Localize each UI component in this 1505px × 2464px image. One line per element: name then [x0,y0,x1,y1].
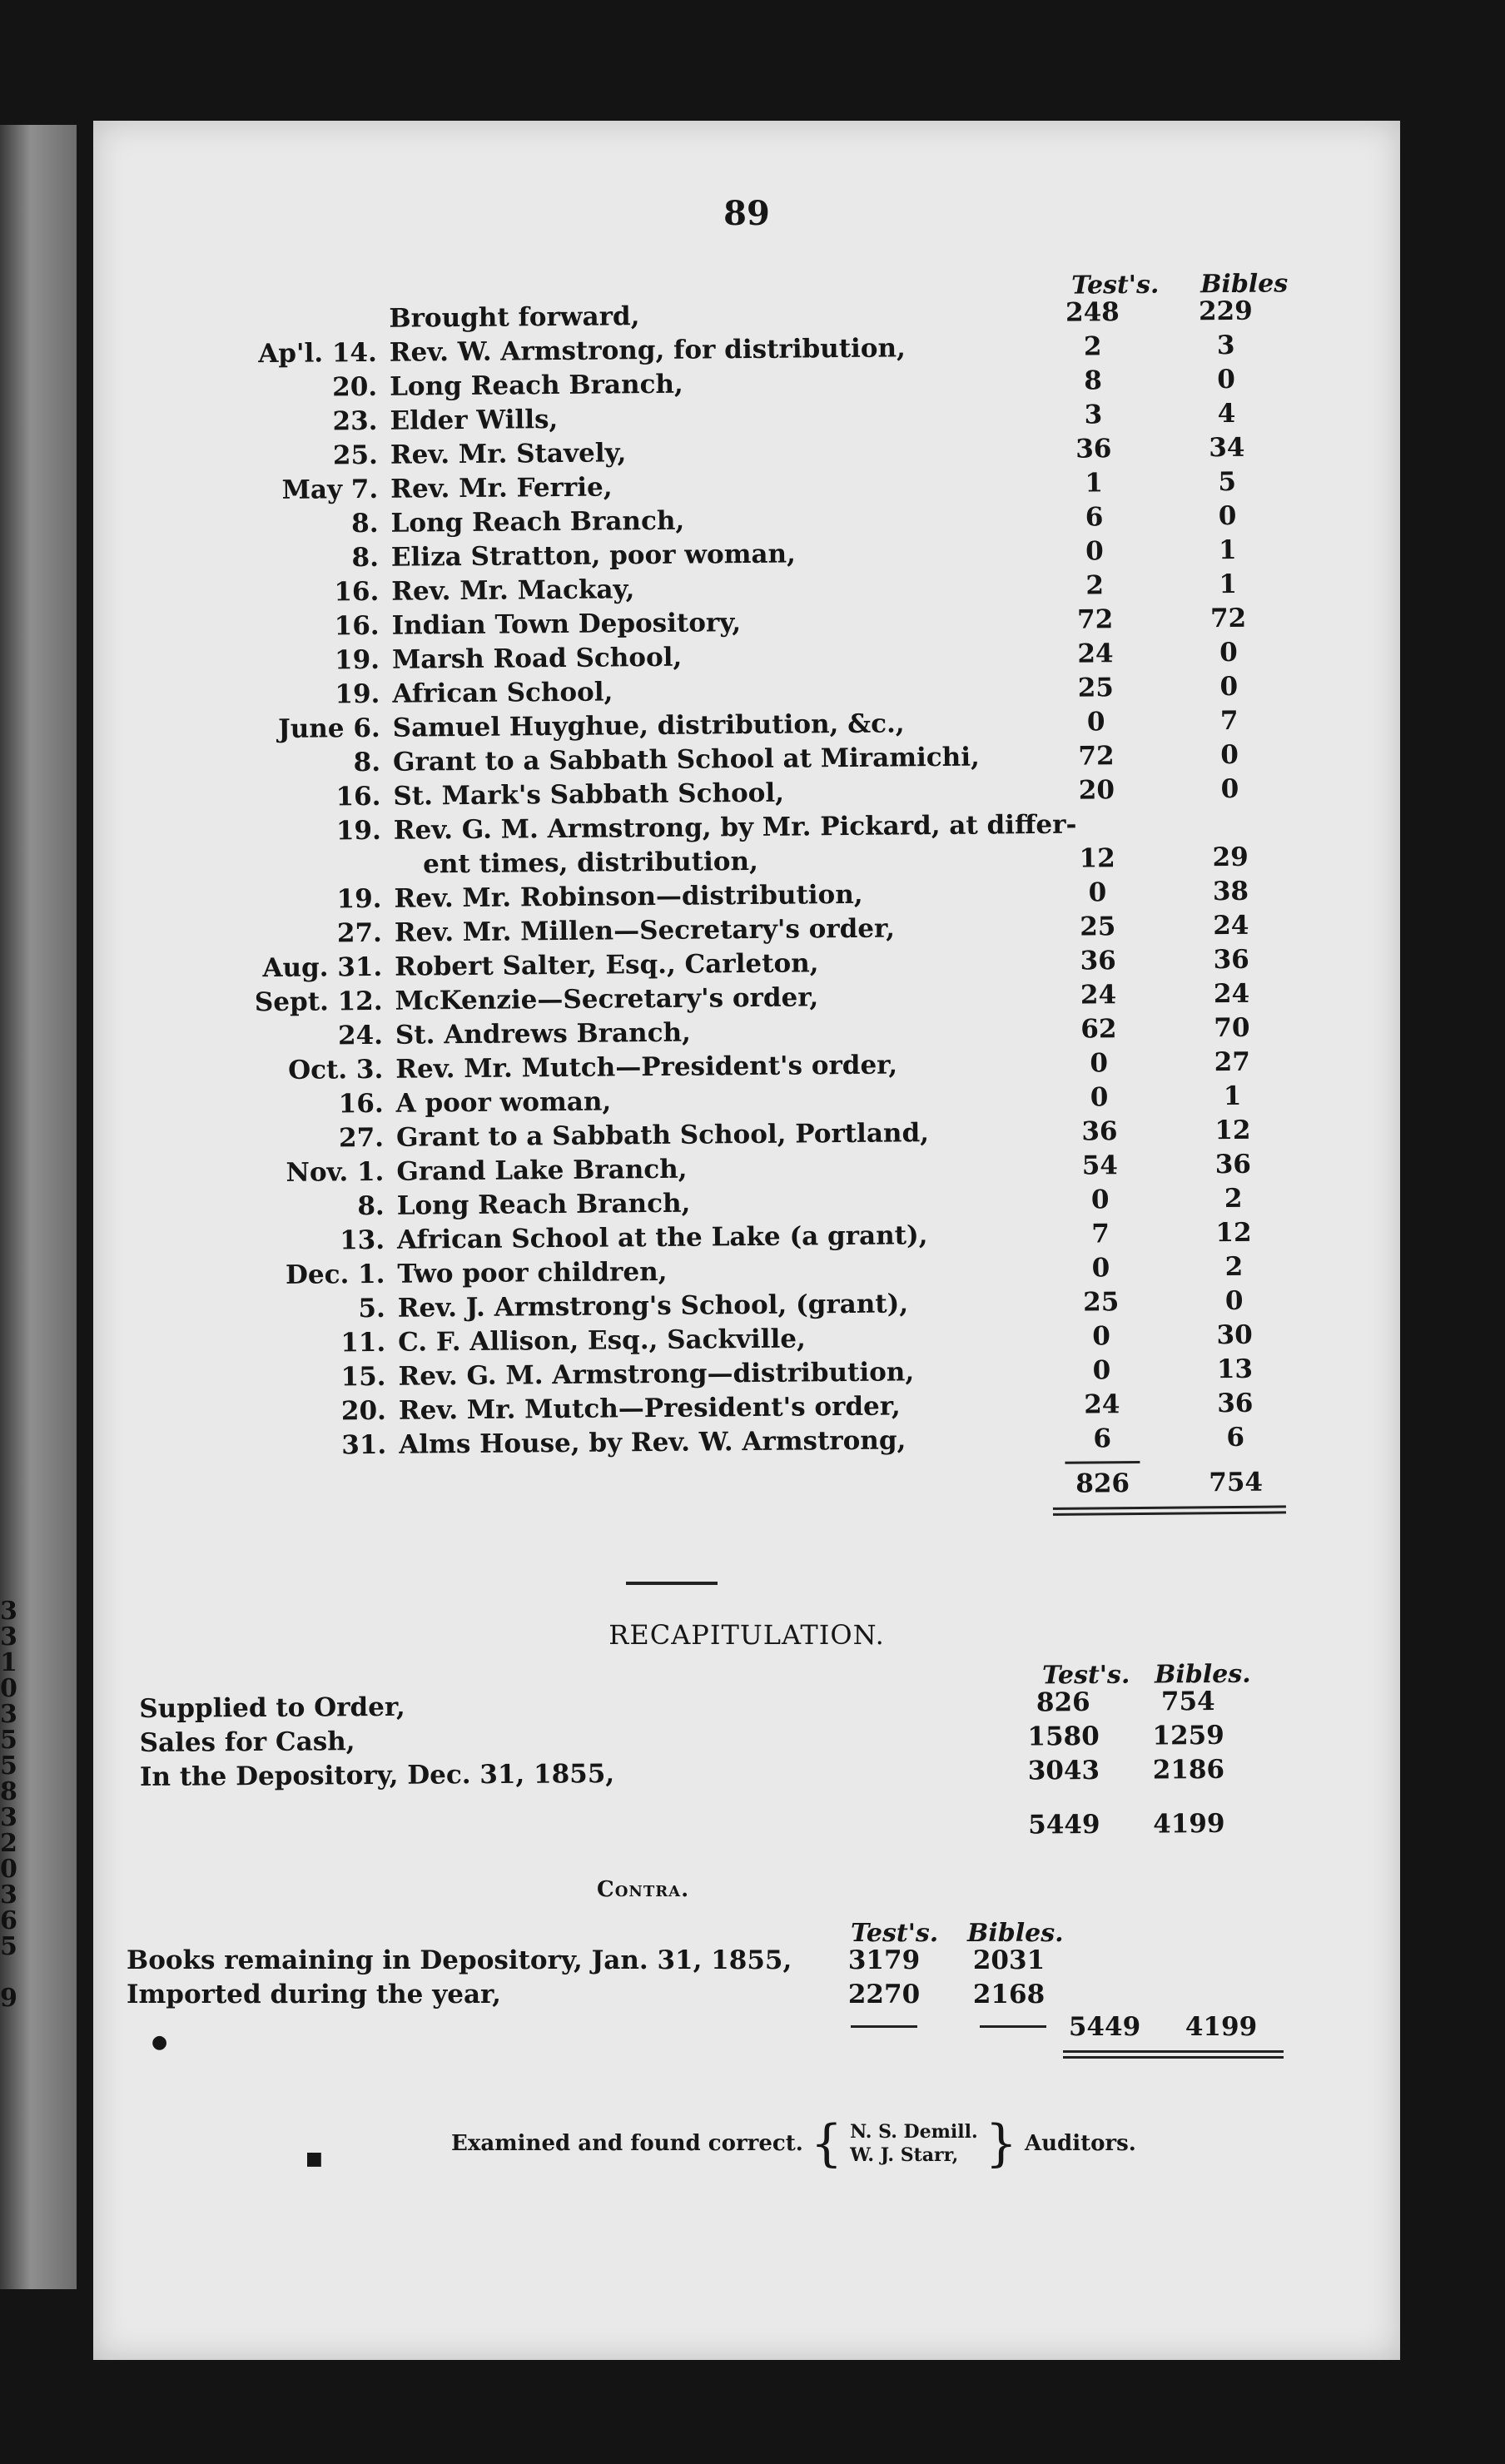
entry-testaments: 25 [1083,1287,1120,1318]
entry-testaments: 3 [1084,400,1103,430]
document-page [93,121,1400,2360]
entry-bibles: 1 [1218,534,1237,566]
entry-description: Long Reach Branch, [396,1188,691,1221]
auditor-1: N. S. Demill. [850,2121,978,2143]
entry-testaments: 72 [1078,741,1115,772]
entry-date: 8. [351,508,379,539]
recap-bibles: 1259 [1152,1720,1224,1751]
entry-description: ent times, distribution, [422,846,758,880]
entry-bibles: 36 [1213,944,1249,976]
entry-date: 20. [340,1395,387,1427]
entry-testaments: 25 [1080,912,1116,942]
entry-description: Indian Town Depository, [391,608,742,641]
entry-bibles: 36 [1214,1149,1252,1180]
entry-testaments: 24 [1077,638,1114,669]
entry-bibles: 3 [1216,330,1235,361]
ledger-rows [176,294,1352,1464]
entry-testaments: 0 [1086,707,1105,738]
entry-date: 8. [357,1190,385,1222]
recap-label: Supplied to Order, [139,1692,405,1724]
entry-description: Grant to a Sabbath School at Miramichi, [392,742,980,777]
entry-bibles: 2 [1224,1183,1243,1215]
recap-rows [139,1684,1322,1795]
entry-date: 19. [335,678,380,710]
recap-testaments: 826 [1036,1687,1090,1718]
entry-date: 25. [332,440,379,471]
entry-date: 27. [338,1122,385,1154]
entry-testaments: 0 [1091,1253,1110,1284]
margin-digit: 3 [0,1700,17,1729]
recap-bibles-header: Bibles. [1154,1659,1251,1690]
entry-description: Rev. G. M. Armstrong, by Mr. Pickard, at differ- [393,809,1077,846]
contra-row [127,1944,1325,1978]
entry-testaments: 2 [1083,331,1102,362]
entry-testaments: 0 [1092,1355,1111,1386]
contra-double-rule [127,2049,1325,2060]
entry-testaments: 248 [1065,297,1120,328]
entry-description: C. F. Allison, Esq., Sackville, [398,1324,806,1358]
entry-description: Rev. Mr. Robinson—distribution, [394,879,863,914]
ledger-total-bibles: 754 [1209,1467,1264,1498]
entry-bibles: 0 [1218,500,1237,532]
margin-digit: 2 [0,1829,17,1858]
entry-description: Alms House, by Rev. W. Armstrong, [399,1425,906,1460]
entry-date: Nov. 1. [286,1156,385,1188]
entry-bibles: 1 [1219,569,1238,600]
entry-description: St. Andrews Branch, [395,1017,692,1051]
entry-bibles: 24 [1213,910,1249,941]
entry-date: 20. [332,371,378,403]
entry-description: Grant to a Sabbath School, Portland, [395,1118,930,1153]
contra-testaments: 2270 [847,1980,921,2009]
entry-testaments: 12 [1079,843,1115,874]
entry-testaments: 24 [1084,1389,1120,1420]
recap-total-testaments: 5449 [1028,1809,1100,1841]
recap-testaments: 1580 [1027,1721,1100,1752]
testaments-column-header: Test's. [1070,270,1160,301]
margin-digit: 8 [0,1777,17,1806]
entry-testaments: 8 [1084,365,1103,396]
entry-date: 16. [334,576,380,608]
distribution-ledger [176,269,1353,1525]
entry-testaments: 36 [1080,946,1116,976]
entry-bibles: 0 [1220,773,1239,805]
entry-testaments: 36 [1075,434,1112,464]
recapitulation-title: RECAPITULATION. [608,1619,885,1651]
entry-description: Rev. Mr. Mackay, [391,574,635,607]
contra-rule-2 [980,2025,1046,2028]
entry-testaments: 7 [1091,1219,1110,1249]
entry-bibles: 0 [1220,739,1239,771]
entry-testaments: 6 [1093,1423,1112,1454]
entry-testaments: 24 [1080,980,1117,1011]
entry-date: 11. [340,1327,386,1359]
entry-testaments: 0 [1090,1185,1110,1215]
contra-rule-1 [851,2025,917,2028]
entry-bibles: 72 [1209,603,1247,634]
entry-description: Long Reach Branch, [389,369,683,402]
entry-bibles: 4 [1217,398,1236,430]
entry-description: Rev. Mr. Millen—Secretary's order, [394,913,896,948]
contra-label: Books remaining in Depository, Jan. 31, 1855, [127,1945,792,1975]
contra-title: Contra. [597,1877,690,1902]
recapitulation-table [139,1659,1323,1853]
entry-bibles: 0 [1217,364,1236,395]
entry-description: Rev. Mr. Mutch—President's order, [395,1050,898,1085]
entry-date: 19. [334,644,380,676]
entry-description: Marsh Road School, [391,642,683,675]
entry-testaments: 36 [1081,1116,1118,1147]
margin-digit: 5 [0,1726,17,1755]
entry-description: Two poor children, [397,1256,668,1289]
page-number: 89 [723,194,770,233]
auditor-2: W. J. Starr, [850,2144,959,2166]
entry-description: Long Reach Branch, [390,505,685,539]
entry-bibles: 5 [1218,466,1237,498]
margin-digit: 6 [0,1906,17,1935]
entry-bibles: 24 [1213,978,1250,1010]
entry-date: 19. [335,815,381,847]
entry-date: Ap'l. 14. [258,337,377,370]
entry-description: Samuel Huyghue, distribution, &c., [392,708,905,743]
entry-description: Robert Salter, Esq., Carleton, [395,948,819,982]
entry-testaments: 62 [1080,1014,1117,1045]
entry-date: 19. [336,883,382,915]
entry-description: Rev. Mr. Mutch—President's order, [398,1391,901,1426]
entry-testaments: 54 [1081,1150,1119,1181]
entry-bibles: 30 [1216,1319,1253,1351]
audit-text: Examined and found correct. [451,2131,803,2156]
entry-testaments: 0 [1085,536,1104,567]
auditors-label: Auditors. [1024,2131,1136,2156]
entry-description: Rev. J. Armstrong's School, (grant), [397,1289,909,1324]
entry-description: Rev. W. Armstrong, for distribution, [389,333,906,368]
entry-testaments: 1 [1085,468,1104,499]
entry-date: June 6. [277,713,380,744]
margin-digit [0,1960,17,1985]
entry-bibles: 229 [1198,296,1253,327]
recap-bibles: 2186 [1152,1754,1225,1786]
contra-header [127,1919,1325,1948]
entry-bibles [1180,806,1280,807]
entry-description: Rev. Mr. Stavely, [390,438,627,470]
recap-label: In the Depository, Dec. 31, 1855, [139,1759,615,1792]
contra-bibles: 2031 [972,1945,1046,1975]
entry-bibles: 12 [1214,1115,1251,1146]
audit-statement [451,2114,1136,2173]
entry-date: 23. [332,405,378,437]
entry-bibles: 6 [1226,1422,1245,1453]
entry-date: Sept. 12. [254,986,383,1018]
bibles-column-header: Bibles [1200,269,1289,300]
entry-testaments: 25 [1077,673,1115,703]
contra-testaments-header: Test's. [851,1919,939,1948]
printer-mark: ■ [305,2148,323,2169]
entry-date: 8. [353,747,381,778]
contra-testaments: 3179 [847,1945,921,1975]
entry-date: 16. [334,610,380,642]
entry-bibles: 13 [1216,1354,1254,1385]
entry-testaments: 2 [1085,570,1105,601]
entry-testaments: 0 [1092,1321,1111,1352]
entry-date: 16. [335,781,381,812]
entry-testaments: 6 [1085,502,1104,533]
entry-description: Eliza Stratton, poor woman, [390,539,797,573]
margin-digit: 5 [0,1751,17,1781]
entry-date: 24. [337,1020,384,1051]
entry-testaments: 0 [1090,1082,1109,1113]
margin-digit: 3 [0,1803,17,1832]
margin-digit: 9 [0,1984,17,2013]
entry-date: 13. [339,1225,385,1256]
entry-description: A poor woman, [395,1086,612,1119]
entry-bibles: 12 [1215,1217,1252,1249]
ledger-total-testaments: 826 [1075,1468,1130,1499]
entry-bibles: 27 [1214,1046,1250,1078]
entry-description: Grand Lake Branch, [396,1154,688,1187]
entry-date: Oct. 3. [287,1054,384,1085]
entry-description: African School, [392,677,613,709]
contra-row [127,1978,1325,2012]
recap-testaments: 3043 [1027,1755,1100,1786]
contra-bibles: 2168 [972,1980,1046,2009]
entry-bibles: 0 [1219,637,1238,668]
margin-digit: 3 [0,1880,17,1910]
entry-date: Aug. 31. [262,951,383,984]
ink-blot: ● [151,2031,168,2053]
margin-digit: 3 [0,1622,17,1652]
margin-digit: 5 [0,1932,17,1961]
entry-date: 31. [341,1429,387,1461]
contra-total-bibles: 4199 [1185,2012,1258,2042]
entry-date: Dec. 1. [285,1259,385,1290]
entry-bibles: 1 [1223,1080,1242,1112]
entry-testaments: 72 [1076,604,1114,635]
entry-bibles: 29 [1212,842,1249,873]
entry-description: McKenzie—Secretary's order, [395,982,819,1016]
entry-description: Rev. Mr. Ferrie, [390,472,613,504]
entry-bibles: 0 [1224,1285,1244,1317]
recap-bibles: 754 [1160,1686,1215,1717]
margin-digit: 0 [0,1674,17,1703]
contra-bibles-header: Bibles. [967,1919,1064,1948]
margin-digit: 3 [0,1597,17,1626]
recap-testaments-header: Test's. [1041,1660,1130,1691]
contra-label: Imported during the year, [127,1980,501,2009]
recap-total-row [140,1803,1322,1853]
recap-total-bibles: 4199 [1153,1808,1225,1840]
margin-digit: 1 [0,1648,17,1677]
entry-date: 16. [338,1088,384,1120]
contra-table [127,1919,1325,2060]
entry-bibles: 0 [1219,671,1239,703]
entry-description: Elder Wills, [390,405,559,436]
entry-description: African School at the Lake (a grant), [396,1220,928,1255]
entry-bibles: 2 [1224,1251,1244,1283]
entry-date: May 7. [281,474,379,505]
contra-total-testaments: 5449 [1068,2012,1141,2042]
entry-description: Rev. G. M. Armstrong—distribution, [398,1357,915,1392]
entry-description: Brought forward, [389,301,640,334]
entry-date: 5. [358,1293,385,1324]
entry-bibles: 38 [1212,876,1249,907]
recap-label: Sales for Cash, [139,1726,355,1758]
entry-bibles: 70 [1214,1012,1250,1044]
margin-digit: 0 [0,1855,17,1884]
section-divider [626,1582,718,1585]
entry-bibles: 34 [1209,432,1245,464]
adjacent-page-digits [0,1598,17,2011]
contra-rows [127,1944,1325,2012]
entry-description: St. Mark's Sabbath School, [393,777,785,812]
entry-date: 15. [340,1361,386,1393]
left-brace: { [810,2114,843,2173]
right-brace: } [985,2114,1017,2173]
entry-bibles: 36 [1217,1388,1254,1419]
entry-bibles: 7 [1219,705,1239,737]
entry-date: 8. [351,542,380,574]
entry-testaments: 20 [1078,775,1115,806]
entry-testaments: 0 [1090,1048,1109,1079]
entry-testaments: 0 [1088,877,1107,908]
entry-date: 27. [336,917,383,949]
auditor-names [850,2120,978,2167]
